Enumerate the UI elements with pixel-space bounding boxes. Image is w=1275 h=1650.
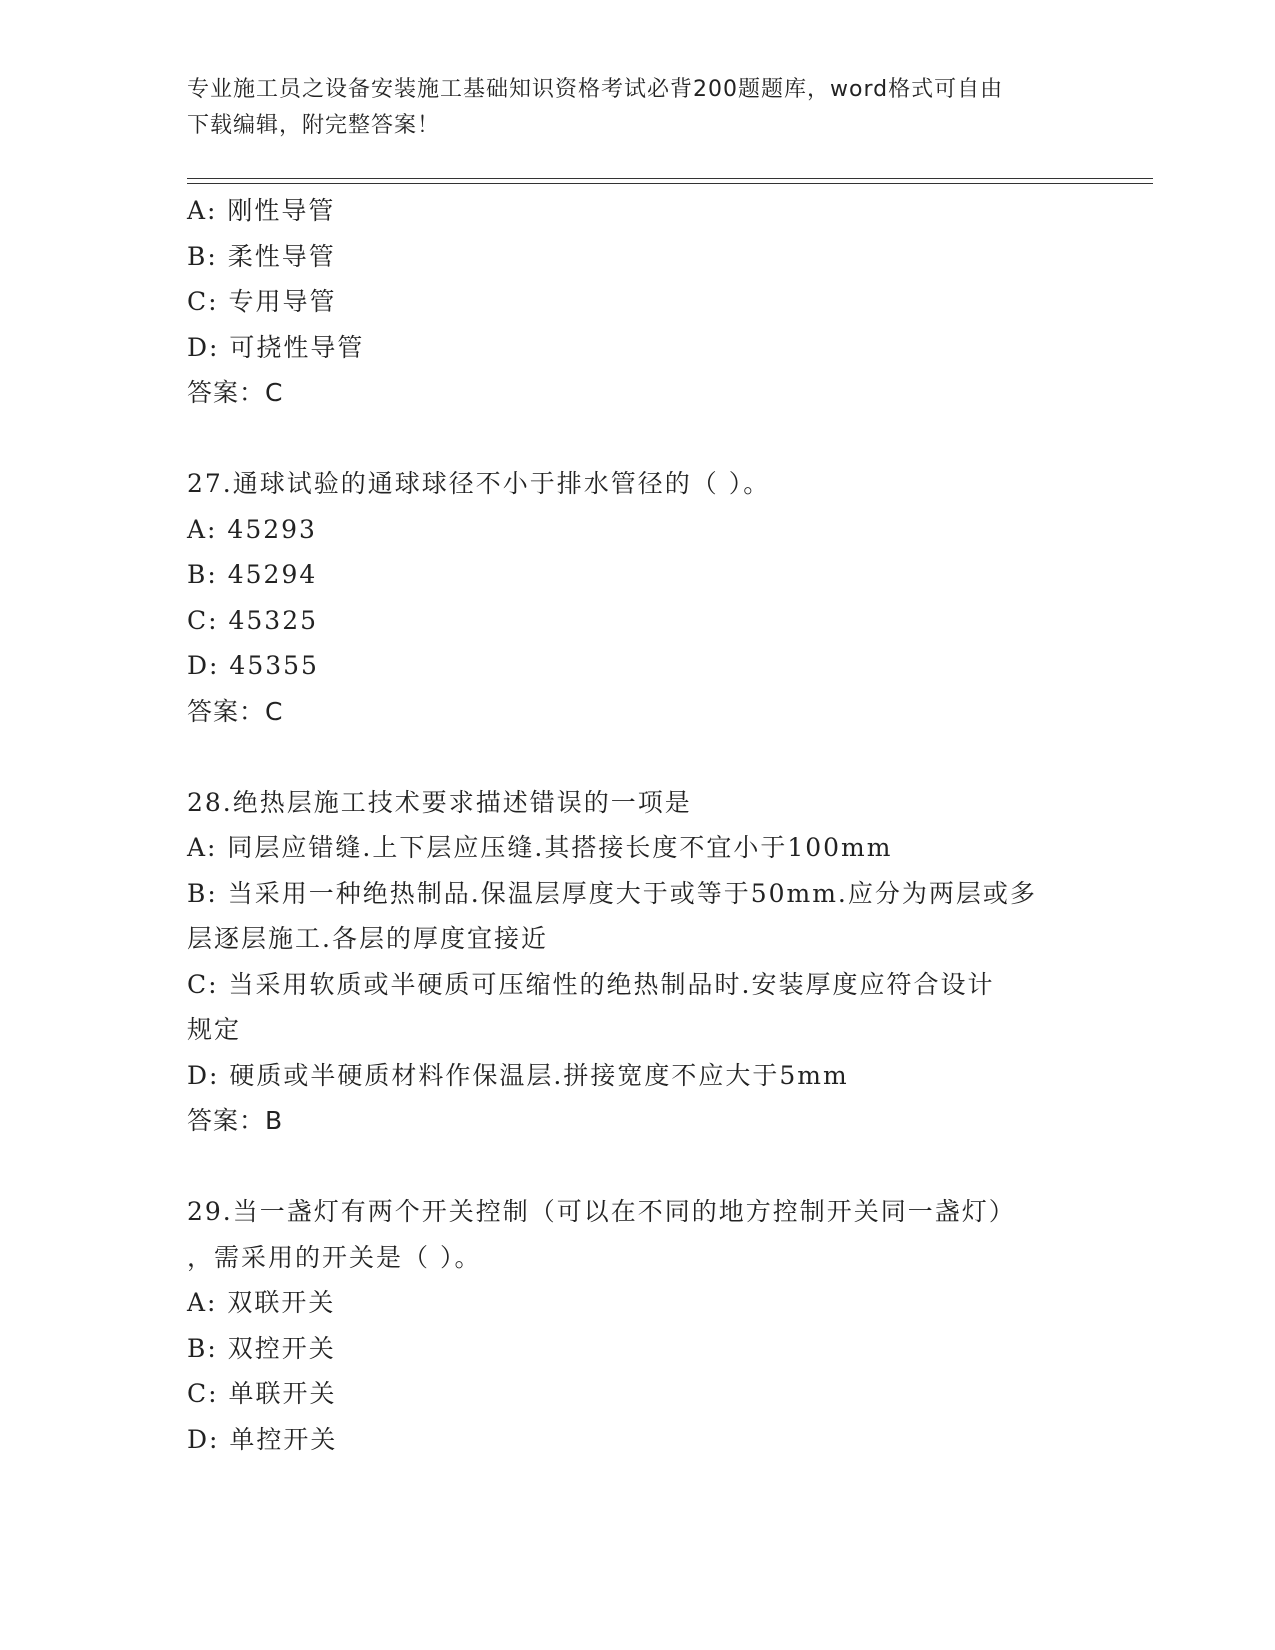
answer-line: 答案：B [187,1106,284,1135]
option-a: A: 刚性导管 [187,196,336,225]
option-a: A: 双联开关 [187,1288,336,1317]
option-b-continued: 层逐层施工.各层的厚度宜接近 [187,924,548,953]
option-c: C: 当采用软质或半硬质可压缩性的绝热制品时.安装厚度应符合设计 [187,969,995,999]
header-divider-bottom [187,183,1153,184]
header-line-1: 专业施工员之设备安装施工基础知识资格考试必背200题题库，word格式可自由 [187,77,1004,102]
option-d: D: 硬质或半硬质材料作保温层.拼接宽度不应大于5mm [187,1060,849,1090]
document-header [187,72,1087,144]
question-text: 28.绝热层施工技术要求描述错误的一项是 [187,787,692,817]
spacer [187,416,1087,462]
question-28-block [187,780,1087,1144]
option-c: C: 专用导管 [187,287,337,316]
question-27-block [187,461,1087,734]
document-body [187,188,1087,1462]
question-26-block [187,188,1087,416]
option-d: D: 可挠性导管 [187,332,365,362]
question-text: 29.当一盏灯有两个开关控制（可以在不同的地方控制开关同一盏灯） [187,1197,1016,1226]
question-text: 27.通球试验的通球球径不小于排水管径的（ ）。 [187,469,771,498]
option-b: B: 双控开关 [187,1333,336,1363]
option-b: B: 45294 [187,560,318,589]
spacer [187,734,1087,780]
question-29-block [187,1189,1087,1462]
option-c: C: 45325 [187,605,319,635]
option-b: B: 柔性导管 [187,241,336,271]
option-c-continued: 规定 [187,1015,242,1044]
option-a: A: 同层应错缝.上下层应压缝.其搭接长度不宜小于100mm [187,833,893,862]
question-text-continued: ，需采用的开关是（ ）。 [187,1242,482,1272]
option-d: D: 45355 [187,651,319,680]
header-line-2: 下载编辑，附完整答案！ [187,113,441,138]
option-b: B: 当采用一种绝热制品.保温层厚度大于或等于50mm.应分为两层或多 [187,878,1037,908]
answer-line: 答案：C [187,378,284,407]
option-c: C: 单联开关 [187,1379,337,1408]
option-a: A: 45293 [187,514,317,544]
answer-line: 答案：C [187,696,284,726]
spacer [187,1144,1087,1190]
header-divider-top [187,178,1153,179]
option-d: D: 单控开关 [187,1424,338,1454]
